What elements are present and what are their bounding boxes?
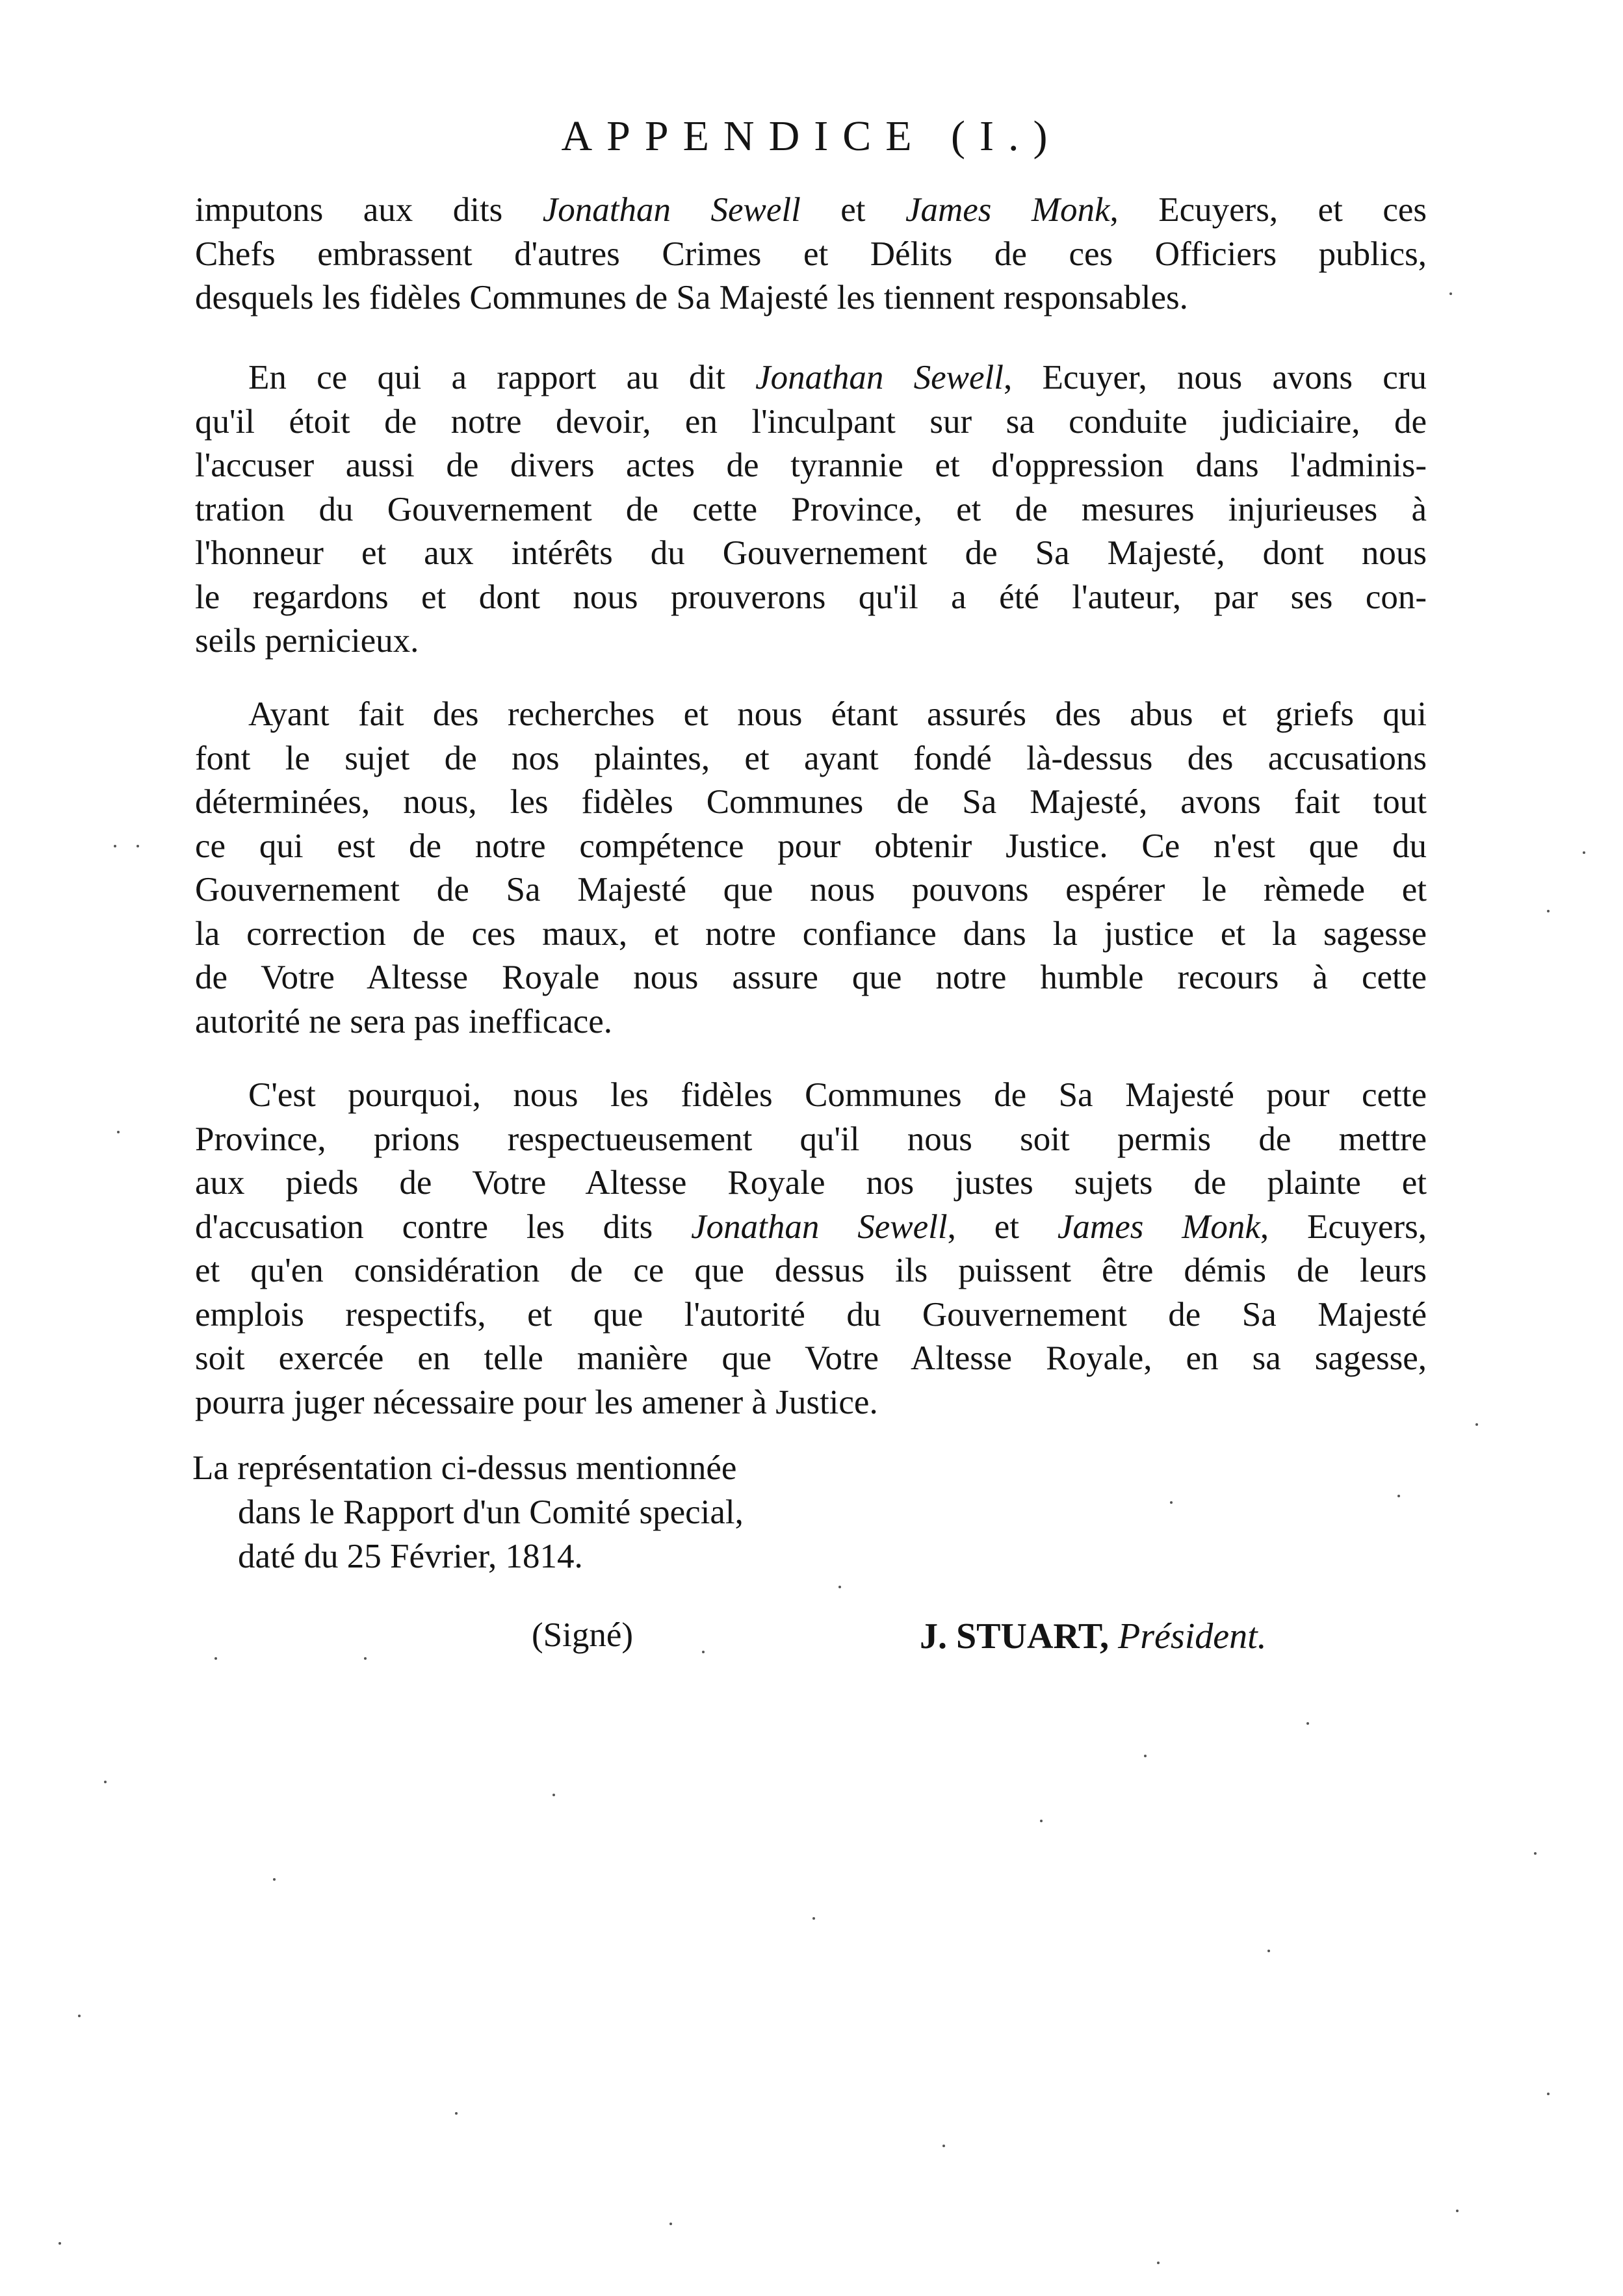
- signatory-name: J. STUART,: [920, 1616, 1110, 1657]
- text-run: Ayant fait des recherches et nous étant assurés des abus et griefs qui: [248, 695, 1427, 733]
- speck: [364, 1657, 367, 1660]
- text-line: [195, 1118, 1427, 1162]
- text-line: [195, 1249, 1427, 1293]
- appendix-title: APPENDICE (I.): [561, 112, 1062, 160]
- speck: [1547, 910, 1550, 912]
- paragraph-4: [195, 1074, 1427, 1425]
- name-italic: James Monk: [1057, 1207, 1260, 1246]
- name-italic: Jonathan Sewell: [542, 191, 801, 229]
- text-run: ce qui est de notre compétence pour obtenir Justice. Ce n'est que du: [195, 827, 1427, 865]
- speck: [1456, 2210, 1459, 2212]
- text-run: aux pieds de Votre Altesse Royale nos justes sujets de plainte et: [195, 1164, 1427, 1202]
- text-line: [195, 276, 1427, 320]
- speck: [1306, 1722, 1309, 1725]
- paragraph-1: [195, 188, 1427, 320]
- text-line: [195, 400, 1427, 445]
- signatory-role: Président.: [1118, 1616, 1267, 1657]
- name-italic: Jonathan Sewell: [691, 1207, 948, 1246]
- speck: [114, 845, 116, 847]
- text-line: [195, 780, 1427, 825]
- text-run: et: [800, 191, 905, 229]
- text-run: d'accusation contre les dits: [195, 1207, 692, 1246]
- paragraph-2: [195, 356, 1427, 664]
- speck: [104, 1781, 107, 1783]
- name-italic: Jonathan Sewell: [755, 359, 1004, 396]
- text-run: font le sujet de nos plaintes, et ayant fondé là-dessus des accusations: [195, 739, 1427, 777]
- text-run: soit exercée en telle manière que Votre Altesse Royale, en sa sagesse,: [195, 1339, 1427, 1377]
- speck: [1170, 1501, 1173, 1504]
- text-line: [195, 1000, 1427, 1044]
- text-line: [195, 825, 1427, 869]
- text-run: pourra juger nécessaire pour les amener à Justice.: [195, 1383, 878, 1421]
- closing-note: [192, 1446, 744, 1579]
- closing-line-3: daté du 25 Février, 1814.: [238, 1538, 583, 1575]
- paragraph-3: [195, 693, 1427, 1044]
- text-run: En ce qui a rapport au dit: [248, 359, 756, 396]
- closing-line-1: La représentation ci-dessus mentionnée: [192, 1449, 737, 1487]
- speck: [1583, 851, 1585, 854]
- text-line: [195, 444, 1427, 488]
- speck: [812, 1917, 815, 1920]
- speck: [1397, 1495, 1400, 1497]
- speck: [1475, 1423, 1478, 1426]
- text-line: [195, 737, 1427, 781]
- speck: [273, 1878, 276, 1881]
- text-run: l'honneur et aux intérêts du Gouvernement de Sa Majesté, dont nous: [195, 534, 1427, 572]
- text-run: seils pernicieux.: [195, 622, 419, 660]
- speck: [1449, 292, 1452, 295]
- text-run: emplois respectifs, et que l'autorité du Gouvernement de Sa Majesté: [195, 1295, 1427, 1334]
- text-line: [195, 488, 1427, 532]
- text-run: tration du Gouvernement de cette Province, et de mesures injurieuses à: [195, 490, 1427, 528]
- speck: [838, 1586, 841, 1588]
- speck: [552, 1794, 555, 1796]
- text-run: la correction de ces maux, et notre confiance dans la justice et la sagesse: [195, 914, 1427, 953]
- speck: [1534, 1852, 1537, 1855]
- text-run: imputons aux dits: [195, 191, 543, 229]
- text-run: l'accuser aussi de divers actes de tyrannie et d'oppression dans l'adminis-: [195, 446, 1427, 484]
- page-header: [0, 110, 1623, 162]
- text-line: [195, 1161, 1427, 1206]
- text-line: [195, 1074, 1427, 1118]
- text-run: Chefs embrassent d'autres Crimes et Délits de ces Officiers publics,: [195, 235, 1427, 273]
- text-line: [195, 1337, 1427, 1381]
- text-line: [195, 576, 1427, 620]
- speck: [1144, 1755, 1147, 1757]
- speck: [1157, 2262, 1160, 2264]
- text-line: [195, 356, 1427, 400]
- text-line: [195, 1293, 1427, 1337]
- signe-label: (Signé): [532, 1616, 634, 1654]
- speck: [669, 2223, 672, 2225]
- text-line: [195, 956, 1427, 1000]
- speck: [136, 845, 139, 847]
- name-italic: James Monk: [905, 191, 1110, 229]
- speck: [455, 2112, 458, 2115]
- text-run: desquels les fidèles Communes de Sa Majesté les tiennent responsables.: [195, 279, 1188, 316]
- speck: [117, 1131, 120, 1133]
- text-run: , et: [947, 1207, 1058, 1246]
- text-line: [195, 619, 1427, 664]
- text-line: [195, 1206, 1427, 1250]
- closing-line-2: dans le Rapport d'un Comité special,: [238, 1493, 744, 1531]
- text-line: [195, 532, 1427, 576]
- speck: [214, 1657, 217, 1660]
- text-run: , Ecuyers,: [1260, 1207, 1427, 1246]
- speck: [942, 2145, 945, 2147]
- text-run: Gouvernement de Sa Majesté que nous pouvons espérer le rèmede et: [195, 871, 1427, 909]
- speck: [702, 1651, 705, 1653]
- text-run: autorité ne sera pas inefficace.: [195, 1002, 613, 1040]
- speck: [58, 2242, 61, 2245]
- text-run: le regardons et dont nous prouverons qu'il a été l'auteur, par ses con-: [195, 578, 1427, 616]
- text-run: de Votre Altesse Royale nous assure que notre humble recours à cette: [195, 959, 1427, 996]
- speck: [78, 2015, 81, 2017]
- text-run: , Ecuyers, et ces: [1110, 191, 1427, 229]
- text-run: , Ecuyer, nous avons cru: [1003, 359, 1427, 396]
- text-run: Province, prions respectueusement qu'il nous soit permis de mettre: [195, 1120, 1427, 1158]
- text-run: qu'il étoit de notre devoir, en l'inculpant sur sa conduite judiciaire, de: [195, 402, 1427, 441]
- text-line: [195, 233, 1427, 277]
- text-line: [195, 188, 1427, 233]
- speck: [1040, 1820, 1043, 1822]
- text-run: et qu'en considération de ce que dessus ils puissent être démis de leurs: [195, 1252, 1427, 1289]
- text-line: [195, 912, 1427, 957]
- speck: [1267, 1950, 1270, 1952]
- text-line: [195, 868, 1427, 912]
- speck: [1547, 2093, 1550, 2095]
- text-run: C'est pourquoi, nous les fidèles Communes de Sa Majesté pour cette: [248, 1076, 1427, 1114]
- text-line: [195, 693, 1427, 737]
- text-run: déterminées, nous, les fidèles Communes de Sa Majesté, avons fait tout: [195, 783, 1427, 821]
- text-line: [195, 1381, 1427, 1425]
- signatory: [920, 1616, 1267, 1657]
